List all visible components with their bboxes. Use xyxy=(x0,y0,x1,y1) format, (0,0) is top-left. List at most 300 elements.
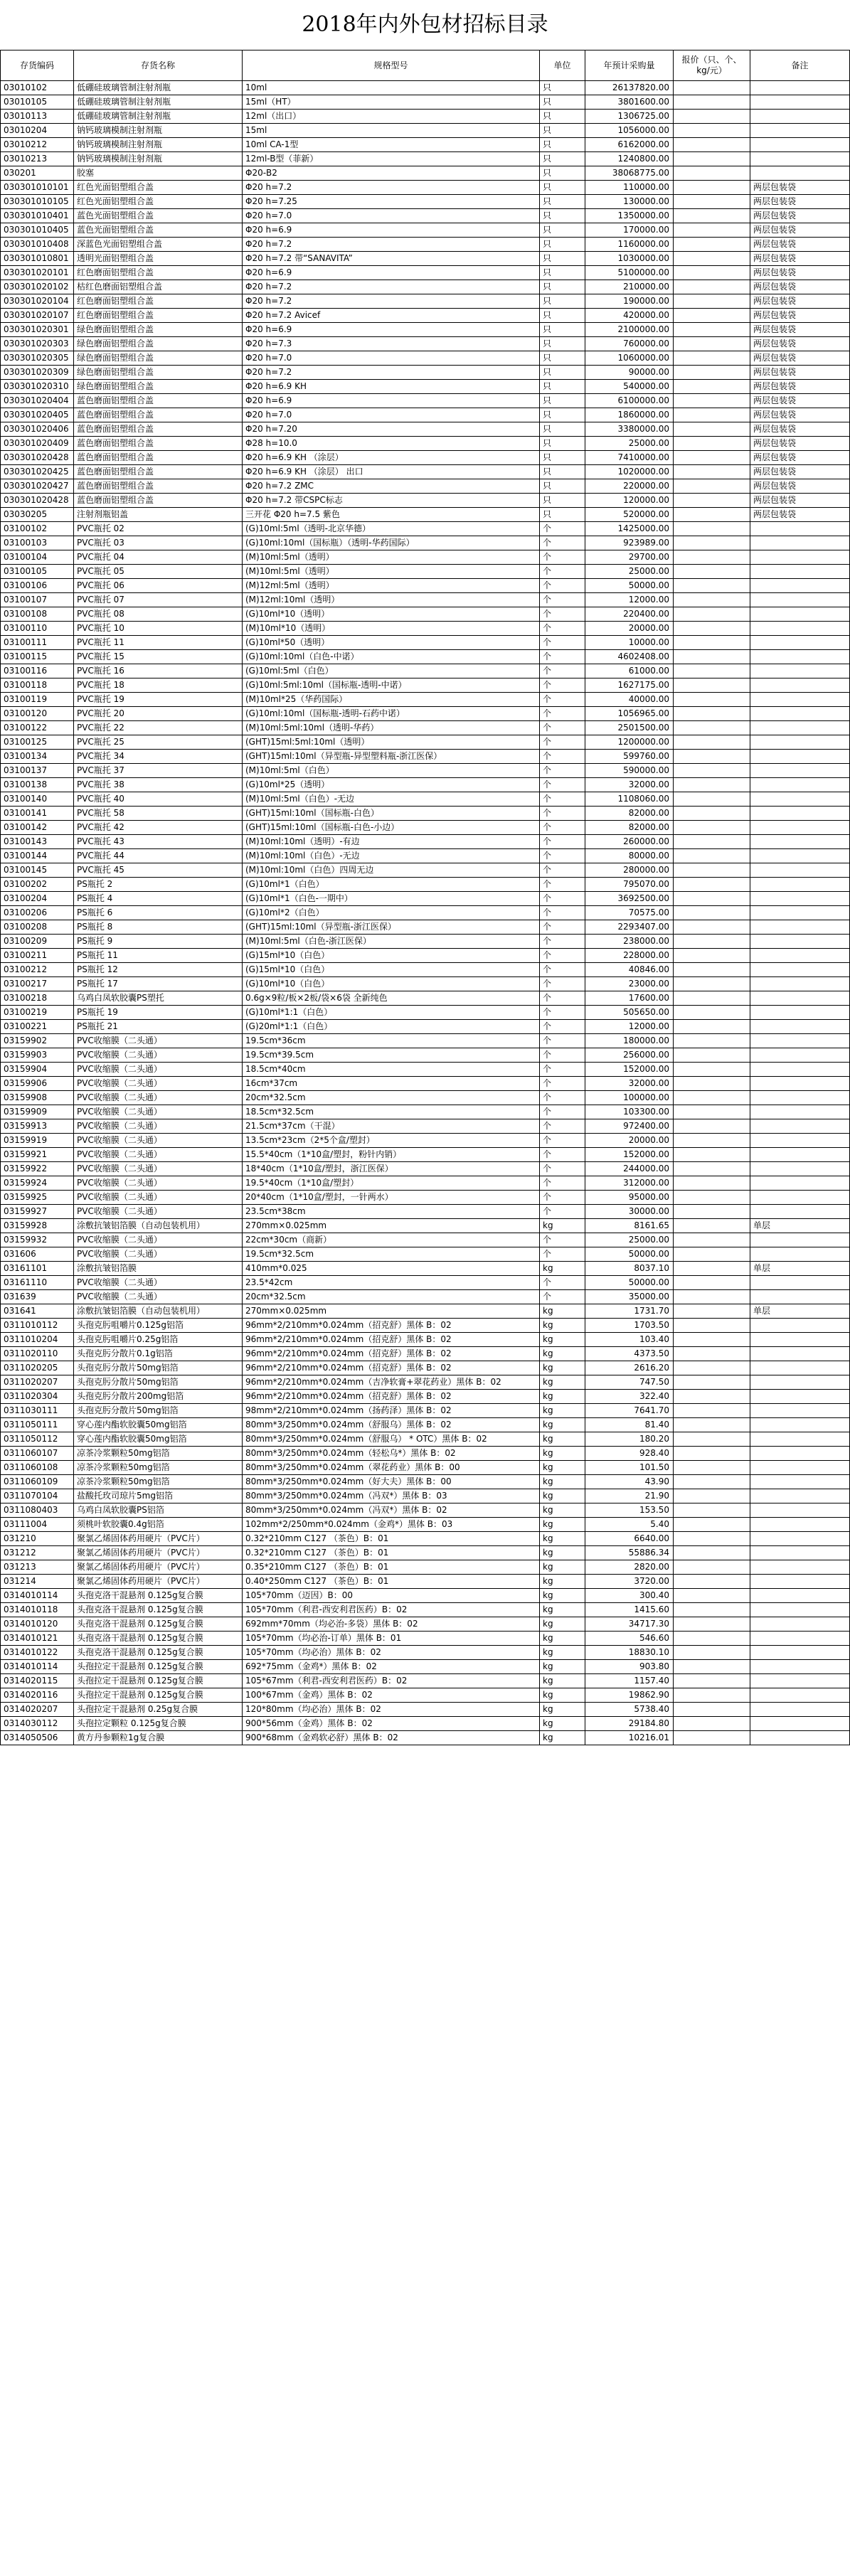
cell-remark xyxy=(750,1717,850,1731)
cell-quantity: 7641.70 xyxy=(585,1404,674,1418)
cell-name: 蓝色磨面铝塑组合盖 xyxy=(74,408,243,422)
cell-remark xyxy=(750,550,850,565)
cell-quantity: 10216.01 xyxy=(585,1731,674,1745)
cell-code: 0314030112 xyxy=(1,1717,74,1731)
cell-name: 黄方丹参颗粒1g复合膜 xyxy=(74,1731,243,1745)
cell-spec: Φ20 h=7.20 xyxy=(243,422,540,437)
cell-quote xyxy=(674,622,750,636)
cell-unit: 只 xyxy=(540,323,585,337)
cell-spec: (G)10ml:10ml（国标瓶）（透明-华药国际） xyxy=(243,536,540,550)
cell-code: 03100105 xyxy=(1,565,74,579)
cell-quantity: 32000.00 xyxy=(585,778,674,792)
cell-unit: kg xyxy=(540,1688,585,1703)
cell-unit: 个 xyxy=(540,892,585,906)
table-row xyxy=(1,1589,850,1603)
cell-remark: 两层包装袋 xyxy=(750,479,850,494)
cell-code: 03100115 xyxy=(1,650,74,664)
cell-remark xyxy=(750,849,850,863)
cell-remark xyxy=(750,1034,850,1048)
cell-unit: 只 xyxy=(540,138,585,152)
cell-spec: Φ28 h=10.0 xyxy=(243,437,540,451)
cell-code: 03010105 xyxy=(1,95,74,110)
cell-remark xyxy=(750,750,850,764)
cell-quantity: 546.60 xyxy=(585,1632,674,1646)
cell-spec: 80mm*3/250mm*0.024mm（冯双*）黑体 B：02 xyxy=(243,1503,540,1518)
cell-name: 蓝色磨面铝塑组合盖 xyxy=(74,451,243,465)
cell-unit: 个 xyxy=(540,1176,585,1191)
cell-remark xyxy=(750,1048,850,1063)
cell-quote xyxy=(674,1660,750,1674)
table-row xyxy=(1,963,850,977)
cell-name: PVC瓶托 25 xyxy=(74,735,243,750)
table-row xyxy=(1,1703,850,1717)
cell-quantity: 34717.30 xyxy=(585,1617,674,1632)
cell-quote xyxy=(674,892,750,906)
cell-quantity: 210000.00 xyxy=(585,280,674,294)
cell-quote xyxy=(674,707,750,721)
cell-quote xyxy=(674,735,750,750)
table-row xyxy=(1,195,850,209)
cell-quantity: 520000.00 xyxy=(585,508,674,522)
cell-spec: 80mm*3/250mm*0.024mm（舒服乌） * OTC）黑体 B：02 xyxy=(243,1432,540,1447)
cell-code: 030301020303 xyxy=(1,337,74,351)
cell-remark xyxy=(750,1503,850,1518)
cell-name: 头孢克洛干混悬剂 0.125g复合膜 xyxy=(74,1603,243,1617)
cell-code: 0314010122 xyxy=(1,1646,74,1660)
cell-remark xyxy=(750,1233,850,1247)
cell-spec: 20*40cm（1*10盒/塑封，一针两水） xyxy=(243,1191,540,1205)
cell-spec: (G)15ml*10（白色） xyxy=(243,949,540,963)
cell-spec: Φ20 h=7.2 xyxy=(243,280,540,294)
cell-quantity: 1240800.00 xyxy=(585,152,674,166)
table-row xyxy=(1,1432,850,1447)
cell-quote xyxy=(674,1731,750,1745)
cell-code: 03100219 xyxy=(1,1006,74,1020)
cell-code: 0314020207 xyxy=(1,1703,74,1717)
cell-unit: kg xyxy=(540,1404,585,1418)
cell-quantity: 8161.65 xyxy=(585,1219,674,1233)
cell-quote xyxy=(674,1333,750,1347)
cell-quantity: 40846.00 xyxy=(585,963,674,977)
cell-spec: 692*75mm（金鸡*）黑体 B：02 xyxy=(243,1660,540,1674)
cell-name: PVC瓶托 42 xyxy=(74,821,243,835)
cell-quote xyxy=(674,1461,750,1475)
cell-code: 03100137 xyxy=(1,764,74,778)
cell-spec: Φ20 h=7.0 xyxy=(243,351,540,366)
table-row xyxy=(1,1176,850,1191)
cell-quantity: 152000.00 xyxy=(585,1063,674,1077)
table-row xyxy=(1,1717,850,1731)
cell-quote xyxy=(674,550,750,565)
cell-spec: (M)10ml:10ml（白色）四周无边 xyxy=(243,863,540,878)
cell-spec: (G)10ml*50（透明） xyxy=(243,636,540,650)
cell-spec: (GHT)15ml:10ml（异型瓶-浙江医保） xyxy=(243,920,540,935)
cell-remark: 两层包装袋 xyxy=(750,394,850,408)
cell-quote xyxy=(674,1489,750,1503)
cell-code: 03010113 xyxy=(1,110,74,124)
cell-unit: 个 xyxy=(540,920,585,935)
cell-spec: 22cm*30cm（商新） xyxy=(243,1233,540,1247)
cell-spec: Φ20 h=6.9 xyxy=(243,323,540,337)
cell-name: 头孢克肟分散片0.1g铝箔 xyxy=(74,1347,243,1361)
cell-quantity: 420000.00 xyxy=(585,309,674,323)
cell-quantity: 55886.34 xyxy=(585,1546,674,1560)
cell-quantity: 505650.00 xyxy=(585,1006,674,1020)
table-row xyxy=(1,1688,850,1703)
table-row xyxy=(1,977,850,991)
cell-unit: 个 xyxy=(540,735,585,750)
table-row xyxy=(1,750,850,764)
table-row xyxy=(1,863,850,878)
table-row xyxy=(1,138,850,152)
cell-code: 0311080403 xyxy=(1,1503,74,1518)
cell-code: 03100218 xyxy=(1,991,74,1006)
cell-spec: 20cm*32.5cm xyxy=(243,1290,540,1304)
cell-code: 030301010105 xyxy=(1,195,74,209)
cell-remark xyxy=(750,778,850,792)
cell-remark: 两层包装袋 xyxy=(750,422,850,437)
cell-remark xyxy=(750,1077,850,1091)
cell-name: PVC瓶托 37 xyxy=(74,764,243,778)
cell-code: 03100107 xyxy=(1,593,74,607)
cell-unit: 个 xyxy=(540,664,585,678)
cell-remark xyxy=(750,1134,850,1148)
cell-name: PVC瓶托 45 xyxy=(74,863,243,878)
cell-code: 0311020207 xyxy=(1,1375,74,1390)
cell-remark xyxy=(750,991,850,1006)
cell-remark xyxy=(750,1119,850,1134)
cell-name: 红色光面铝塑组合盖 xyxy=(74,195,243,209)
cell-quote xyxy=(674,181,750,195)
table-row xyxy=(1,593,850,607)
cell-remark xyxy=(750,1646,850,1660)
cell-unit: 只 xyxy=(540,465,585,479)
table-row xyxy=(1,1063,850,1077)
cell-name: PVC收缩膜（二头通） xyxy=(74,1105,243,1119)
cell-remark: 两层包装袋 xyxy=(750,238,850,252)
cell-spec: (G)10ml*1:1（白色） xyxy=(243,1006,540,1020)
cell-quantity: 170000.00 xyxy=(585,223,674,238)
cell-code: 03100206 xyxy=(1,906,74,920)
cell-quantity: 110000.00 xyxy=(585,181,674,195)
cell-remark: 两层包装袋 xyxy=(750,280,850,294)
cell-remark xyxy=(750,95,850,110)
cell-remark xyxy=(750,1176,850,1191)
cell-quote xyxy=(674,977,750,991)
cell-remark xyxy=(750,1020,850,1034)
cell-quote xyxy=(674,863,750,878)
cell-unit: 个 xyxy=(540,991,585,1006)
cell-remark xyxy=(750,124,850,138)
header-quantity: 年预计采购量 xyxy=(585,50,674,81)
cell-unit: 只 xyxy=(540,309,585,323)
cell-name: PVC收缩膜（二头通） xyxy=(74,1134,243,1148)
cell-spec: 15.5*40cm（1*10盒/塑封，粉针内销） xyxy=(243,1148,540,1162)
cell-remark: 两层包装袋 xyxy=(750,223,850,238)
cell-quote xyxy=(674,1191,750,1205)
cell-remark xyxy=(750,1703,850,1717)
cell-code: 03100122 xyxy=(1,721,74,735)
table-row xyxy=(1,1404,850,1418)
cell-spec: 15ml（HT） xyxy=(243,95,540,110)
cell-quote xyxy=(674,1503,750,1518)
cell-code: 030301020107 xyxy=(1,309,74,323)
cell-remark xyxy=(750,1276,850,1290)
cell-name: 蓝色磨面铝塑组合盖 xyxy=(74,479,243,494)
cell-quantity: 599760.00 xyxy=(585,750,674,764)
cell-quantity: 1415.60 xyxy=(585,1603,674,1617)
cell-unit: 只 xyxy=(540,152,585,166)
cell-code: 030301020405 xyxy=(1,408,74,422)
cell-quantity: 280000.00 xyxy=(585,863,674,878)
cell-name: 钠钙玻璃模制注射剂瓶 xyxy=(74,152,243,166)
cell-unit: 个 xyxy=(540,1034,585,1048)
cell-name: 绿色磨面铝塑组合盖 xyxy=(74,323,243,337)
cell-quote xyxy=(674,95,750,110)
table-row xyxy=(1,622,850,636)
table-row xyxy=(1,1475,850,1489)
cell-unit: kg xyxy=(540,1347,585,1361)
cell-quantity: 100000.00 xyxy=(585,1091,674,1105)
cell-spec: Φ20 h=7.2 ZMC xyxy=(243,479,540,494)
cell-quote xyxy=(674,1319,750,1333)
table-row xyxy=(1,678,850,693)
cell-quantity: 540000.00 xyxy=(585,380,674,394)
cell-quote xyxy=(674,366,750,380)
cell-remark: 两层包装袋 xyxy=(750,380,850,394)
cell-spec: Φ20 h=6.9 xyxy=(243,223,540,238)
cell-unit: 只 xyxy=(540,124,585,138)
cell-unit: 个 xyxy=(540,1205,585,1219)
table-row xyxy=(1,238,850,252)
cell-spec: 0.32*210mm C127 （茶色）B：01 xyxy=(243,1546,540,1560)
cell-code: 030301010405 xyxy=(1,223,74,238)
cell-remark: 两层包装袋 xyxy=(750,195,850,209)
cell-remark xyxy=(750,636,850,650)
cell-remark xyxy=(750,1333,850,1347)
cell-code: 030301020409 xyxy=(1,437,74,451)
table-row xyxy=(1,707,850,721)
cell-remark: 两层包装袋 xyxy=(750,266,850,280)
cell-name: 涂敷抗皱铝箔膜（自动包装机用） xyxy=(74,1304,243,1319)
cell-code: 030301020310 xyxy=(1,380,74,394)
cell-name: PVC收缩膜（二头通） xyxy=(74,1077,243,1091)
table-row xyxy=(1,1646,850,1660)
table-row xyxy=(1,650,850,664)
cell-name: 头孢克肟分散片50mg铝箔 xyxy=(74,1404,243,1418)
cell-name: PVC瓶托 07 xyxy=(74,593,243,607)
cell-quote xyxy=(674,1205,750,1219)
cell-quantity: 1157.40 xyxy=(585,1674,674,1688)
table-row xyxy=(1,1262,850,1276)
table-row xyxy=(1,1319,850,1333)
cell-quantity: 25000.00 xyxy=(585,437,674,451)
cell-remark xyxy=(750,977,850,991)
cell-quote xyxy=(674,1134,750,1148)
cell-name: 深蓝色光面铝塑组合盖 xyxy=(74,238,243,252)
cell-quantity: 25000.00 xyxy=(585,1233,674,1247)
cell-quantity: 244000.00 xyxy=(585,1162,674,1176)
cell-unit: 只 xyxy=(540,238,585,252)
cell-code: 030301020406 xyxy=(1,422,74,437)
cell-name: PVC瓶托 38 xyxy=(74,778,243,792)
cell-unit: kg xyxy=(540,1304,585,1319)
cell-quote xyxy=(674,494,750,508)
cell-code: 03100102 xyxy=(1,522,74,536)
cell-quote xyxy=(674,1034,750,1048)
cell-spec: 96mm*2/210mm*0.024mm（招克舒）黑体 B：02 xyxy=(243,1390,540,1404)
cell-code: 030301010801 xyxy=(1,252,74,266)
cell-remark xyxy=(750,906,850,920)
cell-unit: kg xyxy=(540,1219,585,1233)
cell-name: 头孢拉定颗粒 0.125g复合膜 xyxy=(74,1717,243,1731)
cell-name: 聚氯乙烯固体药用硬片（PVC片） xyxy=(74,1532,243,1546)
cell-code: 03159902 xyxy=(1,1034,74,1048)
cell-quantity: 81.40 xyxy=(585,1418,674,1432)
cell-spec: (G)10ml*2（白色） xyxy=(243,906,540,920)
table-row xyxy=(1,1575,850,1589)
cell-unit: 只 xyxy=(540,366,585,380)
bid-catalog-table xyxy=(0,50,850,1745)
cell-quote xyxy=(674,1603,750,1617)
cell-unit: kg xyxy=(540,1703,585,1717)
cell-remark xyxy=(750,579,850,593)
cell-name: PVC瓶托 02 xyxy=(74,522,243,536)
cell-quote xyxy=(674,835,750,849)
cell-remark xyxy=(750,935,850,949)
cell-spec: 80mm*3/250mm*0.024mm（舒服乌）黑体 B：02 xyxy=(243,1418,540,1432)
cell-code: 03159924 xyxy=(1,1176,74,1191)
cell-quote xyxy=(674,764,750,778)
cell-unit: 只 xyxy=(540,181,585,195)
cell-code: 030301020301 xyxy=(1,323,74,337)
cell-unit: kg xyxy=(540,1390,585,1404)
cell-quantity: 3720.00 xyxy=(585,1575,674,1589)
cell-quote xyxy=(674,792,750,807)
cell-name: PVC瓶托 19 xyxy=(74,693,243,707)
cell-remark xyxy=(750,1390,850,1404)
cell-unit: kg xyxy=(540,1432,585,1447)
cell-quote xyxy=(674,1290,750,1304)
cell-code: 031639 xyxy=(1,1290,74,1304)
table-row xyxy=(1,323,850,337)
cell-quote xyxy=(674,935,750,949)
table-row xyxy=(1,1489,850,1503)
cell-quantity: 1425000.00 xyxy=(585,522,674,536)
cell-spec: (G)10ml*25（透明） xyxy=(243,778,540,792)
cell-code: 030301020428 xyxy=(1,494,74,508)
table-row xyxy=(1,1162,850,1176)
cell-code: 03100110 xyxy=(1,622,74,636)
cell-name: PVC瓶托 20 xyxy=(74,707,243,721)
cell-quote xyxy=(674,1532,750,1546)
cell-name: 透明光面铝塑组合盖 xyxy=(74,252,243,266)
cell-quote xyxy=(674,110,750,124)
cell-remark xyxy=(750,920,850,935)
cell-unit: kg xyxy=(540,1617,585,1632)
cell-spec: 0.6g×9粒/板×2板/袋×6袋 全新纯色 xyxy=(243,991,540,1006)
cell-name: PVC瓶托 16 xyxy=(74,664,243,678)
table-row xyxy=(1,807,850,821)
cell-code: 03100143 xyxy=(1,835,74,849)
cell-code: 0311070104 xyxy=(1,1489,74,1503)
cell-code: 030201 xyxy=(1,166,74,181)
cell-remark xyxy=(750,1475,850,1489)
cell-quantity: 103.40 xyxy=(585,1333,674,1347)
cell-remark xyxy=(750,1688,850,1703)
table-row xyxy=(1,1276,850,1290)
cell-code: 03159925 xyxy=(1,1191,74,1205)
cell-spec: 102mm*2/250mm*0.024mm（金鸡*）黑体 B：03 xyxy=(243,1518,540,1532)
table-row xyxy=(1,550,850,565)
cell-spec: 15ml xyxy=(243,124,540,138)
cell-unit: 个 xyxy=(540,1162,585,1176)
cell-unit: 只 xyxy=(540,408,585,422)
cell-unit: 只 xyxy=(540,351,585,366)
cell-spec: 270mm×0.025mm xyxy=(243,1304,540,1319)
cell-spec: 80mm*3/250mm*0.024mm（好大夫）黑体 B：00 xyxy=(243,1475,540,1489)
cell-name: 蓝色磨面铝塑组合盖 xyxy=(74,494,243,508)
cell-quantity: 7410000.00 xyxy=(585,451,674,465)
cell-spec: 18.5cm*40cm xyxy=(243,1063,540,1077)
cell-quote xyxy=(674,209,750,223)
cell-spec: 18.5cm*32.5cm xyxy=(243,1105,540,1119)
cell-unit: kg xyxy=(540,1532,585,1546)
cell-code: 031641 xyxy=(1,1304,74,1319)
cell-quote xyxy=(674,437,750,451)
cell-quote xyxy=(674,920,750,935)
cell-unit: kg xyxy=(540,1447,585,1461)
cell-remark: 两层包装袋 xyxy=(750,309,850,323)
cell-quantity: 180000.00 xyxy=(585,1034,674,1048)
cell-spec: 0.35*210mm C127 （茶色）B：01 xyxy=(243,1560,540,1575)
cell-quote xyxy=(674,1276,750,1290)
cell-quote xyxy=(674,721,750,735)
cell-name: 绿色磨面铝塑组合盖 xyxy=(74,351,243,366)
cell-name: PS瓶托 9 xyxy=(74,935,243,949)
cell-quote xyxy=(674,1063,750,1077)
table-row xyxy=(1,1603,850,1617)
cell-quote xyxy=(674,1432,750,1447)
table-row xyxy=(1,1632,850,1646)
cell-quote xyxy=(674,849,750,863)
cell-unit: 个 xyxy=(540,1077,585,1091)
table-row xyxy=(1,422,850,437)
page-title: 2018年内外包材招标目录 xyxy=(302,12,548,37)
cell-quantity: 1860000.00 xyxy=(585,408,674,422)
table-row xyxy=(1,522,850,536)
table-row xyxy=(1,1247,850,1262)
cell-quote xyxy=(674,1006,750,1020)
table-row xyxy=(1,1219,850,1233)
cell-remark xyxy=(750,1603,850,1617)
cell-unit: 个 xyxy=(540,565,585,579)
table-row xyxy=(1,906,850,920)
cell-quote xyxy=(674,991,750,1006)
cell-quote xyxy=(674,394,750,408)
cell-unit: kg xyxy=(540,1674,585,1688)
cell-unit: 只 xyxy=(540,209,585,223)
cell-code: 0311020304 xyxy=(1,1390,74,1404)
table-row xyxy=(1,1361,850,1375)
cell-code: 03111004 xyxy=(1,1518,74,1532)
cell-quantity: 38068775.00 xyxy=(585,166,674,181)
cell-spec: (GHT)15ml:10ml（国标瓶-白色） xyxy=(243,807,540,821)
cell-code: 030301010401 xyxy=(1,209,74,223)
cell-name: PS瓶托 21 xyxy=(74,1020,243,1034)
cell-name: 凉茶冷浆颗粒50mg铝箔 xyxy=(74,1461,243,1475)
cell-quantity: 260000.00 xyxy=(585,835,674,849)
